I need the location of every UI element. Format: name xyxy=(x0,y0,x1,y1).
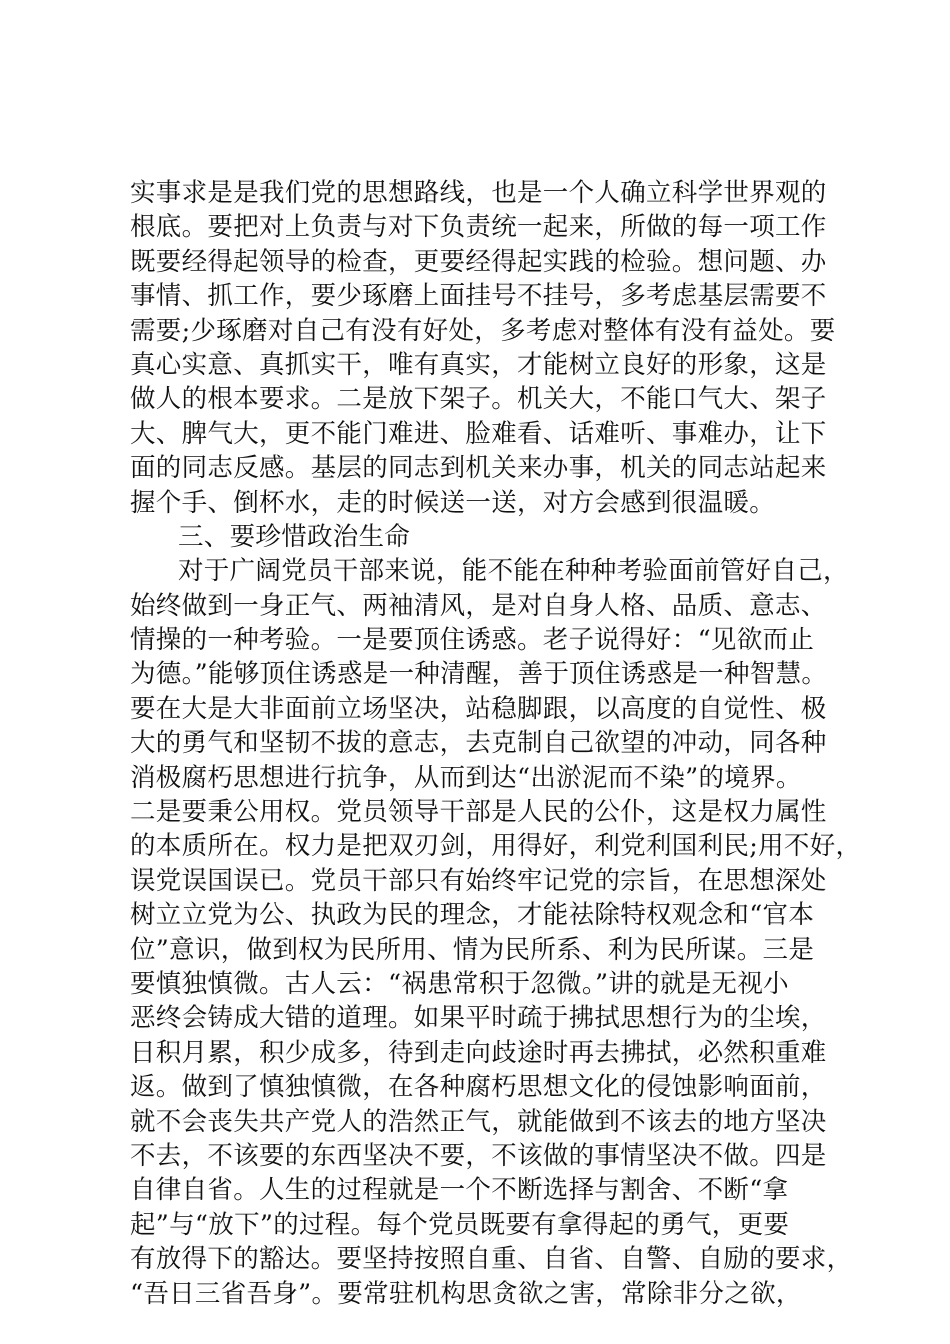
text-line: “吾日三省吾身”。要常驻机构思贪欲之害，常除非分之欲， xyxy=(130,1278,802,1309)
text-line: 事情、抓工作，要少琢磨上面挂号不挂号，多考虑基层需要不 xyxy=(130,281,827,312)
text-line: 就不会丧失共产党人的浩然正气，就能做到不该去的地方坚决 xyxy=(130,1106,827,1137)
text-line: 实事求是是我们党的思想路线，也是一个人确立科学世界观的 xyxy=(130,178,827,208)
text-line: 的本质所在。权力是把双刃剑，用得好，利党利国利民;用不好， xyxy=(130,831,862,862)
text-line: 返。做到了慎独慎微，在各种腐朽思想文化的侵蚀影响面前， xyxy=(130,1072,827,1103)
text-line: 需要;少琢磨对自己有没有好处，多考虑对整体有没有益处。要 xyxy=(130,315,836,346)
text-line: 大、脾气大，更不能门难进、脸难看、话难听、事难办，让下 xyxy=(130,418,827,449)
text-line: 要慎独慎微。古人云：“祸患常积于忽微。”讲的就是无视小 xyxy=(130,968,789,999)
text-line: 做人的根本要求。二是放下架子。机关大，不能口气大、架子 xyxy=(130,384,827,415)
text-line: 不去，不该要的东西坚决不要，不该做的事情坚决不做。四是 xyxy=(130,1140,827,1171)
text-line: 位”意识，做到权为民所用、情为民所系、利为民所谋。三是 xyxy=(130,934,815,965)
text-line: 树立立党为公、执政为民的理念，才能祛除特权观念和“官本 xyxy=(130,900,815,931)
text-line: 为德。”能够顶住诱惑是一种清醒，善于顶住诱惑是一种智慧。 xyxy=(130,659,828,690)
text-line: 既要经得起领导的检查，更要经得起实践的检验。想问题、办 xyxy=(130,246,827,277)
text-line: 有放得下的豁达。要坚持按照自重、自省、自警、自励的要求， xyxy=(130,1244,853,1275)
text-line: 握个手、倒杯水，走的时候送一送，对方会感到很温暖。 xyxy=(130,487,776,518)
text-line: 要在大是大非面前立场坚决，站稳脚跟，以高度的自觉性、极 xyxy=(130,693,827,724)
text-line: 始终做到一身正气、两袖清风，是对自身人格、品质、意志、 xyxy=(130,590,827,621)
text-line: 面的同志反感。基层的同志到机关来办事，机关的同志站起来 xyxy=(130,453,827,484)
text-line: 真心实意、真抓实干，唯有真实，才能树立良好的形象，这是 xyxy=(130,349,827,380)
text-line: 二是要秉公用权。党员领导干部是人民的公仆，这是权力属性 xyxy=(130,797,827,828)
text-line: 日积月累，积少成多，待到走向歧途时再去拂拭，必然积重难 xyxy=(130,1037,827,1068)
text-line: 起”与“放下”的过程。每个党员既要有拿得起的勇气，更要 xyxy=(130,1209,790,1240)
text-line: 恶终会铸成大错的道理。如果平时疏于拂拭思想行为的尘埃， xyxy=(130,1003,827,1034)
text-line: 消极腐朽思想进行抗争，从而到达“出淤泥而不染”的境界。 xyxy=(130,762,802,793)
paragraph-first-line: 对于广阔党员干部来说，能不能在种种考验面前管好自己， xyxy=(178,556,849,587)
text-line: 根底。要把对上负责与对下负责统一起来，所做的每一项工作 xyxy=(130,212,827,243)
section-heading: 三、要珍惜政治生命 xyxy=(178,521,411,552)
text-line: 情操的一种考验。一是要顶住诱惑。老子说得好：“见欲而止 xyxy=(130,625,815,656)
text-line: 误党误国误已。党员干部只有始终牢记党的宗旨，在思想深处 xyxy=(130,865,827,896)
body-text xyxy=(130,176,862,1311)
text-line: 大的勇气和坚韧不拔的意志，去克制自己欲望的冲动，同各种 xyxy=(130,728,827,759)
text-line: 自律自省。人生的过程就是一个不断选择与割舍、不断“拿 xyxy=(130,1175,789,1206)
